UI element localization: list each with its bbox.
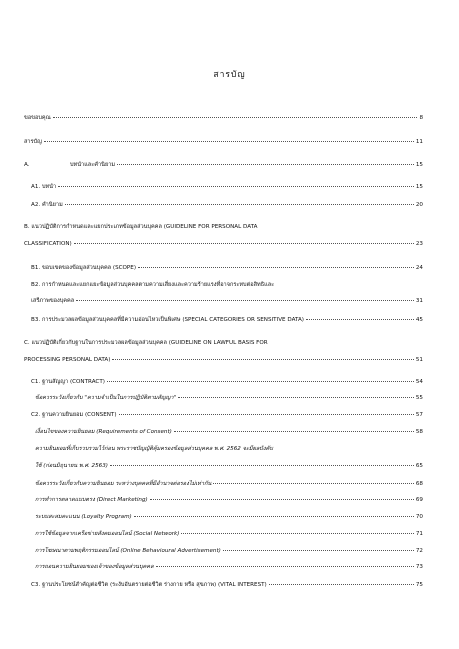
toc-entry-label: A2. คำนิยาม [31,202,63,208]
toc-entry-c2e[interactable] [35,513,423,521]
toc-page-number: 73 [415,564,423,570]
toc-page-number: 20 [415,202,423,208]
toc-page-number: 54 [415,379,423,385]
toc-entry-label: การทำการตลาดแบบตรง (Direct Marketing) [35,497,148,503]
toc-page-number: 11 [415,139,423,145]
dot-leader [107,381,414,382]
dot-leader [110,465,414,466]
toc-entry-c2b-line1[interactable]: ความยินยอมที่เก็บรวบรวมไว้ก่อน พระราชบัญญัติคุ้มครองข้อมูลส่วนบุคคล พ.ศ. 2562 จะมีผลบังคับ [35,446,273,452]
toc-entry-c1[interactable] [31,378,423,386]
toc-entry-b2-line1[interactable]: B2. การกำหนดและแยกแยะข้อมูลส่วนบุคคลตามความเสี่ยงและความร้ายแรงที่อาจกระทบต่อสิทธิและ [31,282,275,288]
dot-leader [53,117,418,118]
toc-entry-section-c-line1[interactable]: C. แนวปฏิบัติเกี่ยวกับฐานในการประมวลผลข้อมูลส่วนบุคคล (GUIDELINE ON LAWFUL BASIS FOR [24,340,268,346]
dot-leader [65,204,414,205]
toc-page-number: 57 [415,412,423,418]
dot-leader [117,164,414,165]
dot-leader [74,243,414,244]
toc-entry-c2[interactable] [31,411,423,419]
dot-leader [138,267,414,268]
toc-page-number: 15 [415,162,423,168]
toc-entry-label: B3. การประมวลผลข้อมูลส่วนบุคคลที่มีความอ่อนไหวเป็นพิเศษ (SPECIAL CATEGORIES OR SENSITIVE DATA) [31,317,304,323]
toc-page-number: 72 [415,548,423,554]
toc-entry-a1[interactable] [31,183,423,191]
toc-entry-label: C1. ฐานสัญญา (CONTRACT) [31,379,105,385]
toc-entry-label: เงื่อนไขของความยินยอม (Requirements of Consent) [35,429,172,435]
dot-leader [213,483,414,484]
toc-entry-label: ข้อควรระวังเกี่ยวกับ "ความจำเป็นในการปฏิบัติตามสัญญา" [35,395,177,401]
toc-entry-label: PROCESSING PERSONAL DATA) [24,357,111,363]
toc-page-number: 68 [415,481,423,487]
toc-page-number: 24 [415,265,423,271]
toc-entry-label: B1. ขอบเขตของข้อมูลส่วนบุคคล (SCOPE) [31,265,137,271]
toc-page-number: 45 [415,317,423,323]
toc-entry-section-c[interactable] [24,356,423,364]
toc-entry-label: การถอนความยินยอมของเจ้าของข้อมูลส่วนบุคคล [35,564,154,570]
toc-entry-label: บทนำและคำนิยาม [70,162,116,168]
toc-page-number: 55 [415,395,423,401]
toc-entry-section-b-line1[interactable]: B. แนวปฏิบัติการกำหนดและแยกประเภทข้อมูลส่วนบุคคล (GUIDELINE FOR PERSONAL DATA [24,224,258,230]
toc-entry-b2[interactable] [31,297,423,305]
toc-entry-label: การโฆษณาตามพฤติกรรมออนไลน์ (Online Behavioural Advertisement) [35,548,221,554]
toc-entry-c2c[interactable] [35,480,423,488]
toc-entry-label: ใช้ (ก่อนมิถุนายน พ.ศ. 2563) [35,463,108,469]
toc-entry-label: A1. บทนำ [31,184,57,190]
toc-entry-label: เสรีภาพของบุคคล [31,298,75,304]
dot-leader [223,550,414,551]
toc-page-number: 75 [415,582,423,588]
toc-entry-c2h[interactable] [35,563,423,571]
toc-entry-b3[interactable] [31,316,423,324]
dot-leader [174,431,414,432]
toc-entry-label: CLASSIFICATION) [24,241,72,247]
toc-page-number: 15 [415,184,423,190]
dot-leader [134,516,414,517]
toc-entry-b1[interactable] [31,264,423,272]
toc-entry-section-b[interactable] [24,240,423,248]
dot-leader [150,499,414,500]
dot-leader [44,141,414,142]
toc-entry-contents[interactable] [24,138,423,146]
toc-page-number: 51 [415,357,423,363]
toc-page-number: 31 [415,298,423,304]
toc-entry-c3[interactable] [31,581,423,589]
toc-page-number: 70 [415,514,423,520]
toc-entry-c2d[interactable] [35,496,423,504]
toc-entry-c1a[interactable] [35,394,423,402]
dot-leader [178,397,414,398]
toc-entry-c2g[interactable] [35,547,423,555]
dot-leader [269,584,414,585]
toc-entry-label: ข้อควรระวังเกี่ยวกับความยินยอม ระหว่างบุคคลที่มีอำนาจต่อรองไม่เท่ากัน [35,481,212,487]
toc-page-number: 69 [415,497,423,503]
toc-page-number: 8 [419,115,423,121]
toc-entry-c2f[interactable] [35,530,423,538]
dot-leader [181,533,413,534]
dot-leader [306,319,414,320]
toc-entry-c2b[interactable] [35,462,423,470]
toc-entry-c2a[interactable] [35,428,423,436]
dot-leader [119,414,414,415]
dot-leader [76,300,414,301]
dot-leader [112,359,413,360]
toc-title: สารบัญ [213,70,246,80]
toc-entry-label: C3. ฐานประโยชน์สำคัญต่อชีวิต (ระงับอันตรายต่อชีวิต ร่างกาย หรือ สุขภาพ) (VITAL INTEREST) [31,582,267,588]
toc-entry-label: C2. ฐานความยินยอม (CONSENT) [31,412,117,418]
toc-entry-a2[interactable] [31,201,423,209]
toc-entry-acknowledgements[interactable] [24,114,423,122]
dot-leader [156,566,414,567]
toc-entry-label: สารบัญ [24,139,42,145]
section-number: A. [24,162,30,168]
toc-entry-label: ระบบสะสมคะแนน (Loyalty Program) [35,514,132,520]
dot-leader [58,186,414,187]
toc-page-number: 58 [415,429,423,435]
toc-entry-section-a[interactable] [24,161,423,169]
toc-entry-label: การใช้ข้อมูลจากเครือข่ายสังคมออนไลน์ (Social Network) [35,531,180,537]
toc-page-number: 71 [415,531,423,537]
toc-page-number: 23 [415,241,423,247]
toc-entry-label: ขอขอบคุณ [24,115,51,121]
toc-page-number: 65 [415,463,423,469]
